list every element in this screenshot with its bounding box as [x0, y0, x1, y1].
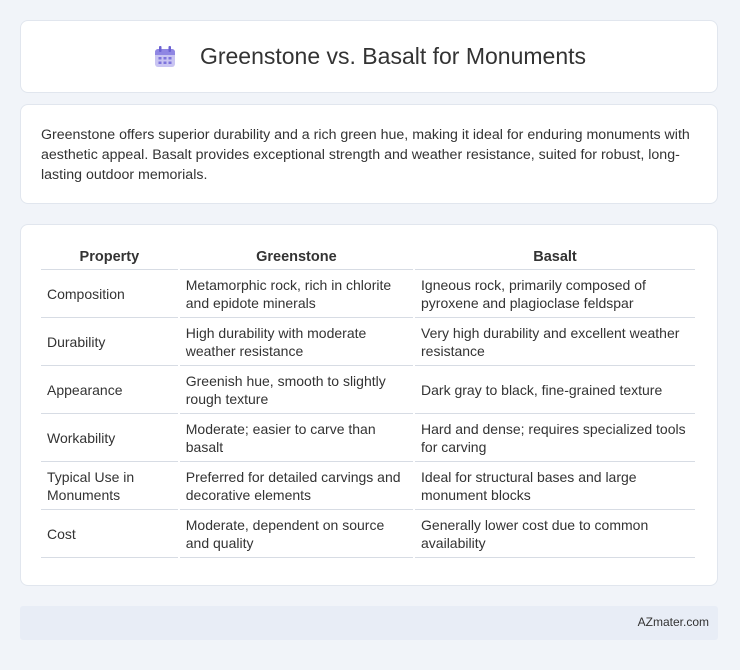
table-cell: Very high durability and excellent weather resistance — [415, 317, 695, 365]
table-cell: Preferred for detailed carvings and decorative elements — [180, 461, 413, 509]
table-header-row — [41, 245, 695, 269]
table-cell: Hard and dense; requires specialized tools for carving — [415, 413, 695, 461]
table-cell: Composition — [41, 269, 178, 317]
table-cell: Typical Use in Monuments — [41, 461, 178, 509]
table-cell: Moderate; easier to carve than basalt — [180, 413, 413, 461]
table-cell: Igneous rock, primarily composed of pyroxene and plagioclase feldspar — [415, 269, 695, 317]
table-cell: High durability with moderate weather resistance — [180, 317, 413, 365]
table-cell: Metamorphic rock, rich in chlorite and epidote minerals — [180, 269, 413, 317]
table-row — [41, 509, 695, 558]
table-cell: Ideal for structural bases and large monument blocks — [415, 461, 695, 509]
table-cell: Generally lower cost due to common availability — [415, 509, 695, 558]
table-row — [41, 461, 695, 509]
table-cell: Workability — [41, 413, 178, 461]
column-header: Property — [79, 249, 140, 265]
comparison-table-card — [20, 224, 718, 586]
table-cell: Moderate, dependent on source and quality — [180, 509, 413, 558]
table-row — [41, 365, 695, 413]
comparison-table — [39, 245, 697, 558]
table-cell: Dark gray to black, fine-grained texture — [415, 365, 695, 413]
table-cell: Cost — [41, 509, 178, 558]
table-row — [41, 269, 695, 317]
table-row — [41, 413, 695, 461]
column-header: Greenstone — [256, 249, 337, 265]
footer — [20, 606, 718, 640]
calendar-icon — [152, 44, 178, 70]
table-cell: Appearance — [41, 365, 178, 413]
page-title: Greenstone vs. Basalt for Monuments — [199, 43, 587, 69]
table-row — [41, 317, 695, 365]
title-card — [20, 20, 718, 93]
summary-text: Greenstone offers superior durability and a rich green hue, making it ideal for enduring monuments with aesthetic appeal. Basalt provides exceptional strength and weather resistance, suited for robust, long-lasting outdoor memorials. — [41, 127, 690, 183]
table-cell: Greenish hue, smooth to slightly rough texture — [180, 365, 413, 413]
summary-card — [20, 104, 718, 204]
column-header: Basalt — [533, 249, 577, 265]
table-cell: Durability — [41, 317, 178, 365]
footer-brand: AZmater.com — [637, 615, 709, 629]
